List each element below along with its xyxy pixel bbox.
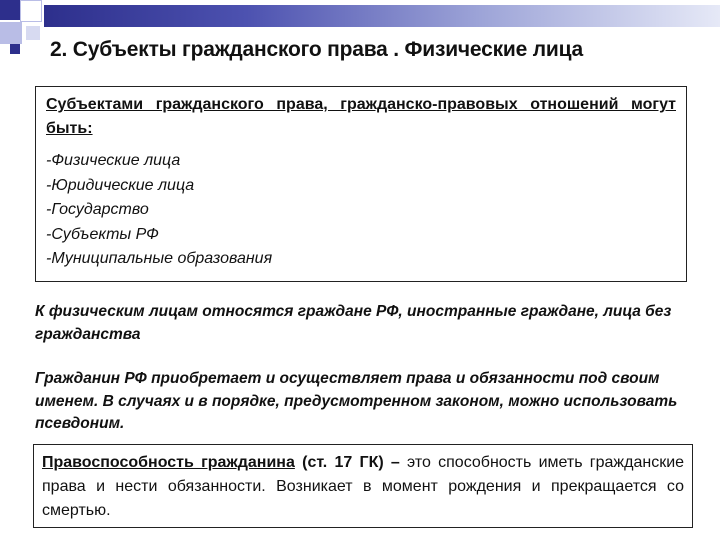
individuals-paragraph: К физическим лицам относятся граждане РФ, иностранные граждане, лица без гражданства bbox=[35, 303, 672, 343]
decor-square bbox=[10, 44, 20, 54]
list-item: -Юридические лица bbox=[46, 176, 195, 194]
subjects-list bbox=[46, 149, 676, 272]
subjects-heading: Субъектами гражданского права, гражданско-правовых отношений могут быть: bbox=[46, 96, 676, 137]
decor-square bbox=[20, 0, 42, 22]
list-item: -Муниципальные образования bbox=[46, 250, 273, 267]
list-item: -Государство bbox=[46, 201, 149, 218]
decor-square bbox=[0, 0, 20, 20]
article-reference: (ст. 17 ГК) – bbox=[302, 454, 400, 471]
header-gradient-band bbox=[44, 5, 720, 27]
legal-capacity-box bbox=[33, 444, 693, 528]
decor-square bbox=[0, 22, 22, 44]
legal-capacity-definition: это способность иметь гражданские права и нести обязанности. Возникает в момент рождения и прекращается со смертью. bbox=[42, 454, 685, 519]
list-item: -Субъекты РФ bbox=[46, 225, 159, 243]
slide-title: 2. Субъекты гражданского права . Физические лица bbox=[50, 38, 584, 61]
list-item: -Физические лица bbox=[46, 152, 181, 169]
subjects-box bbox=[35, 86, 687, 282]
legal-capacity-term: Правоспособность гражданина bbox=[42, 454, 295, 471]
decor-square bbox=[26, 26, 40, 40]
citizen-rights-paragraph: Гражданин РФ приобретает и осуществляет права и обязанности под своим именем. В случаях и в порядке, предусмотренном законом, можно использовать псевдоним. bbox=[35, 370, 678, 432]
